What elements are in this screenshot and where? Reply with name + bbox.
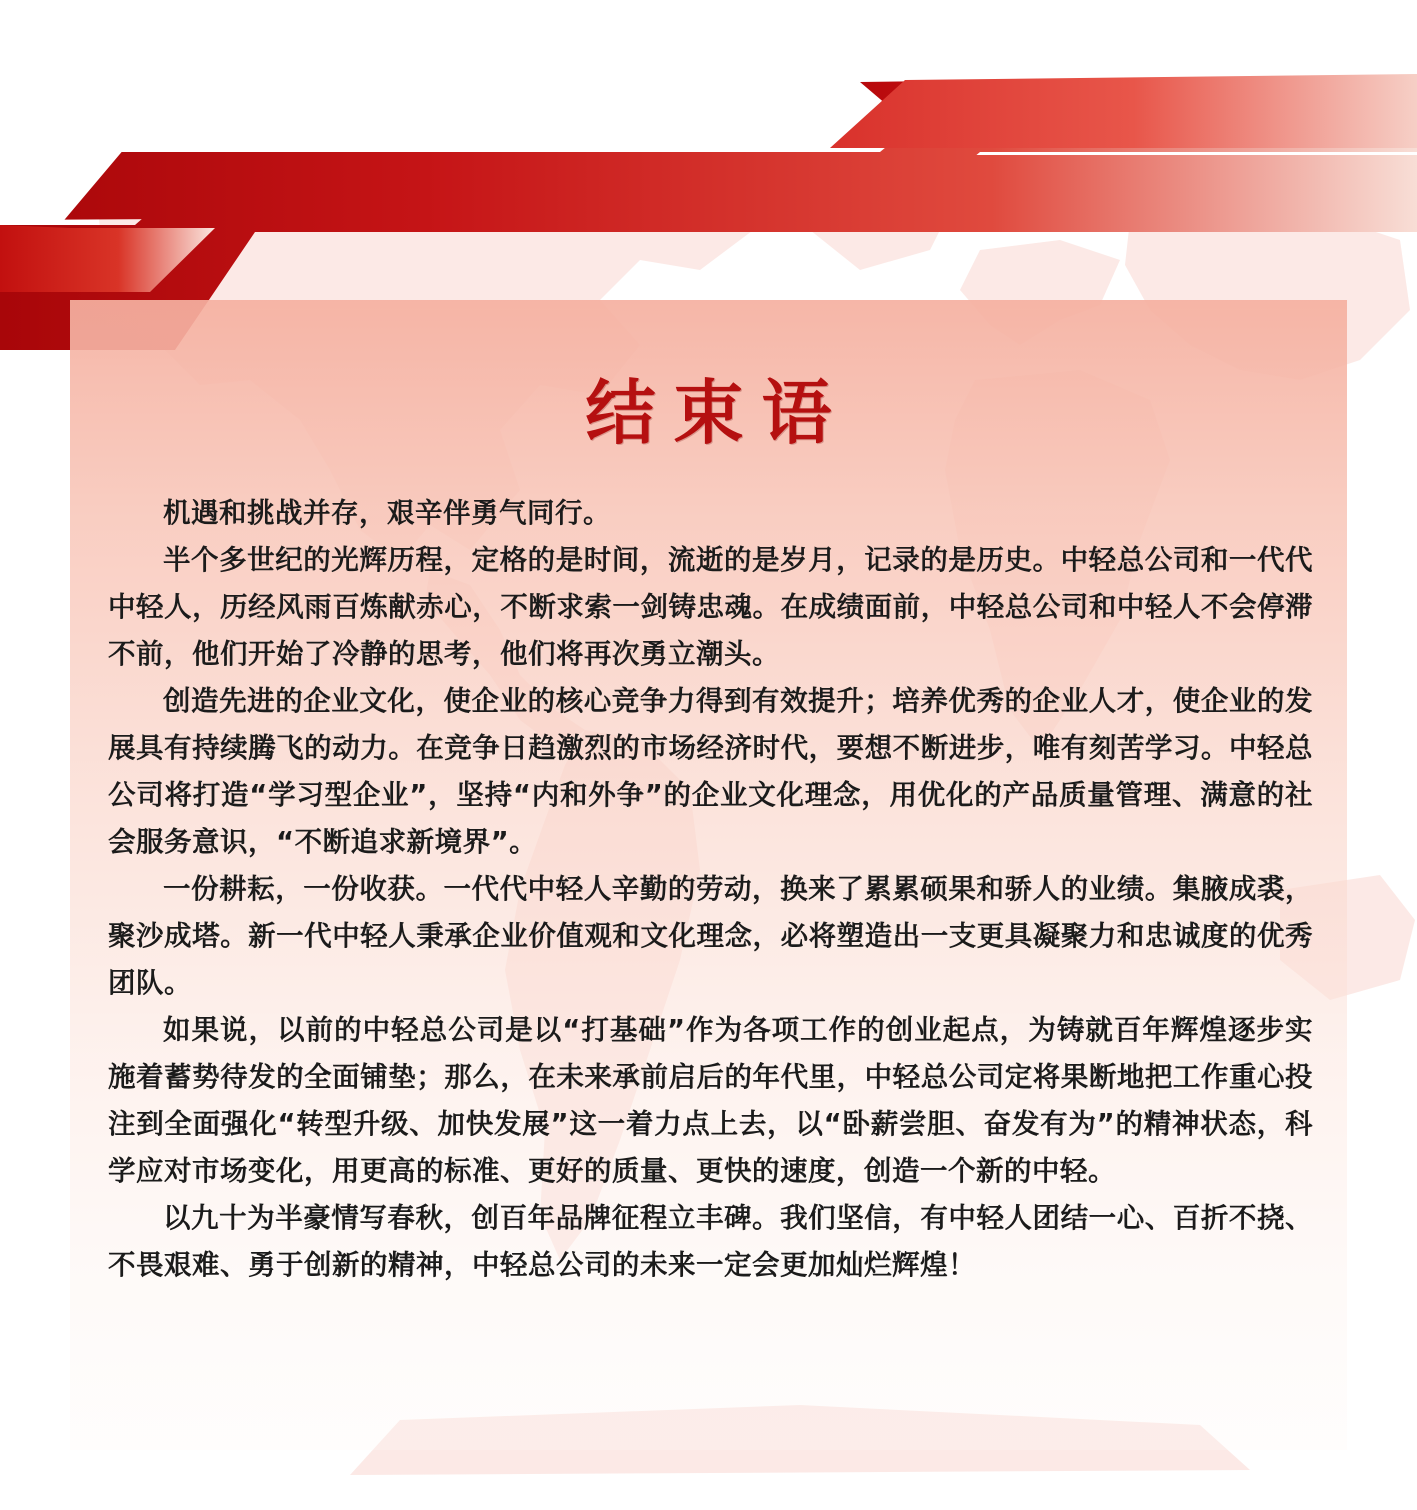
paragraph: 创造先进的企业文化，使企业的核心竞争力得到有效提升；培养优秀的企业人才，使企业的发展具有持续腾飞的动力。在竞争日趋激烈的市场经济时代，要想不断进步，唯有刻苦学习。中轻总公司将打造“学习型企业”，坚持“内和外争”的企业文化理念，用优化的产品质量管理、满意的社会服务意识，“不断追求新境界”。 xyxy=(108,685,1313,858)
page-title: 结束语 xyxy=(585,371,850,454)
body-text xyxy=(108,490,1313,1289)
paragraph: 如果说，以前的中轻总公司是以“打基础”作为各项工作的创业起点，为铸就百年辉煌逐步实施着蓄势待发的全面铺垫；那么，在未来承前启后的年代里，中轻总公司定将果断地把工作重心投注到全面强化“转型升级、加快发展”这一着力点上去，以“卧薪尝胆、奋发有为”的精神状态，科学应对市场变化，用更高的标准、更好的质量、更快的速度，创造一个新的中轻。 xyxy=(108,1014,1313,1187)
paragraph: 以九十为半豪情写春秋，创百年品牌征程立丰碑。我们坚信，有中轻人团结一心、百折不挠、不畏艰难、勇于创新的精神，中轻总公司的未来一定会更加灿烂辉煌！ xyxy=(108,1202,1313,1281)
content-panel xyxy=(70,300,1347,1450)
paragraph: 半个多世纪的光辉历程，定格的是时间，流逝的是岁月，记录的是历史。中轻总公司和一代代中轻人，历经风雨百炼献赤心，不断求索一剑铸忠魂。在成绩面前，中轻总公司和中轻人不会停滞不前，他们开始了冷静的思考，他们将再次勇立潮头。 xyxy=(108,544,1313,670)
paragraph: 机遇和挑战并存，艰辛伴勇气同行。 xyxy=(163,497,611,529)
paragraph: 一份耕耘，一份收获。一代代中轻人辛勤的劳动，换来了累累硕果和骄人的业绩。集腋成裘，聚沙成塔。新一代中轻人秉承企业价值观和文化理念，必将塑造出一支更具凝聚力和忠诚度的优秀团队。 xyxy=(108,873,1313,999)
